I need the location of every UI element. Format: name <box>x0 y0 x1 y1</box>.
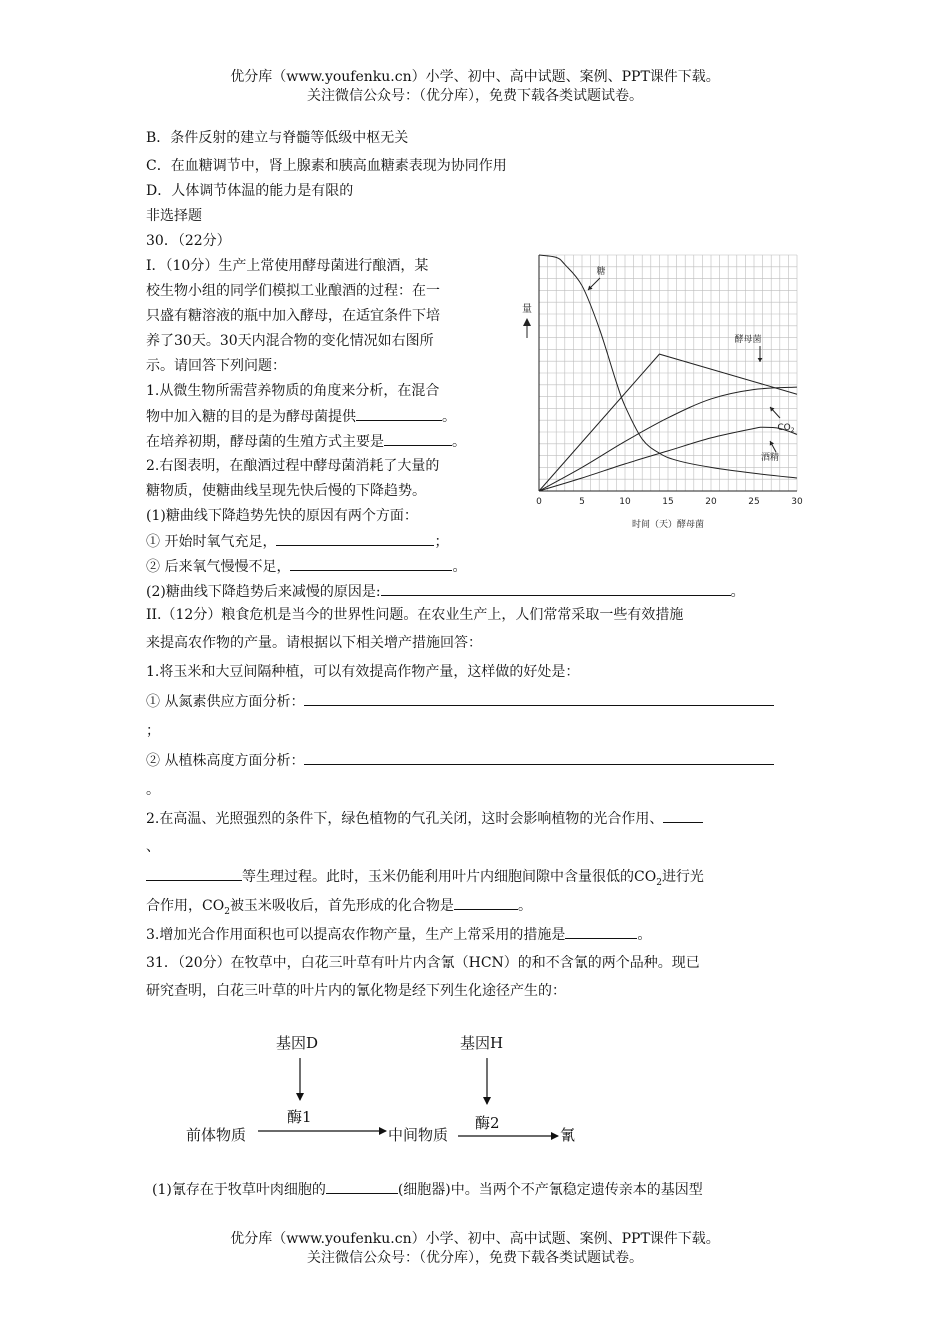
option-b: B．条件反射的建立与脊髓等低级中枢无关 <box>146 130 409 146</box>
q30-p2-q2-line3-text2: 被玉米吸收后，首先形成的化合物是 <box>229 898 454 914</box>
q30-p1-line3: 只盛有糖溶液的瓶中加入酵母，在适宜条件下培 <box>146 308 440 324</box>
q30-p2-q2-line1-text: 2.在高温、光照强烈的条件下，绿色植物的气孔关闭，这时会影响植物的光合作用、 <box>146 811 664 827</box>
q30-p2-q2-line2-end: 进行光 <box>661 869 704 885</box>
q30-q1-line2-text: 物中加入糖的目的是为酵母菌提供 <box>146 409 356 425</box>
x-tick-label: 15 <box>662 497 674 507</box>
q30-p2-q2-line3-text: 合作用，CO <box>146 898 225 914</box>
series-label-sugar: 糖 <box>596 267 606 277</box>
q31-sub1-text2: (细胞器)中。当两个不产氰稳定遗传亲本的基因型 <box>397 1182 703 1198</box>
q31-sub1 <box>152 1180 703 1199</box>
q30-q1-line1: 1.从微生物所需营养物质的角度来分析，在混合 <box>146 383 440 399</box>
q30-p2-q1a-text: ① 从氮素供应方面分析： <box>146 694 305 710</box>
q30-p2-q1a-end: ； <box>146 723 160 739</box>
series-label-co2: $CO_2$ <box>777 423 795 434</box>
q30-q2-line1: 2.右图表明，在酿酒过程中酵母菌消耗了大量的 <box>146 458 440 474</box>
q30-p2-q3-text: 3.增加光合作用面积也可以提高农作物产量，生产上常采用的措施是 <box>146 927 566 943</box>
q30-p2-q1b-end: 。 <box>146 782 160 798</box>
series-label-yeast: 酵母菌 <box>734 335 762 345</box>
q30-q2-sub1b-end: 。 <box>452 559 467 575</box>
precursor-label: 前体物质 <box>186 1126 247 1144</box>
q30-q2-sub2-text: (2)糖曲线下降趋势后来减慢的原因是: <box>146 584 381 600</box>
q30-q1-line3-end: 。 <box>452 434 466 450</box>
q30-q2-line2: 糖物质，使糖曲线呈现先快后慢的下降趋势。 <box>146 483 426 499</box>
q30-q1-line3-text: 在培养初期，酵母菌的生殖方式主要是 <box>146 434 384 450</box>
footer-line-1: 优分库（www.youfenku.cn）小学、初中、高中试题、案例、PPT课件下载。 <box>230 1231 720 1247</box>
co2-subscript: 2 <box>224 906 230 917</box>
x-tick-label: 5 <box>579 497 585 507</box>
product-label: 氰 <box>560 1126 576 1144</box>
answer-blank[interactable] <box>326 1180 398 1194</box>
q30-p1-line5: 示。请回答下列问题： <box>146 358 286 374</box>
q30-q2-sub1: (1)糖曲线下降趋势先快的原因有两个方面： <box>146 508 418 524</box>
footer-line-2: 关注微信公众号：（优分库），免费下载各类试题试卷。 <box>307 1250 643 1266</box>
x-tick-label: 30 <box>791 497 803 507</box>
q30-p2-q1: 1.将玉米和大豆间隔种植，可以有效提高作物产量，这样做的好处是： <box>146 664 580 680</box>
q30-p2-line1: II.（12分）粮食危机是当今的世界性问题。在农业生产上，人们常常采取一些有效措施 <box>146 607 684 623</box>
q31-line1: 31．（20分）在牧草中，白花三叶草有叶片内含氰（HCN）的和不含氰的两个品种。现已 <box>146 955 700 971</box>
gene-d-label: 基因D <box>276 1034 319 1052</box>
q30-p2-q2-line3-end: 。 <box>517 898 532 914</box>
q30-p2-q2-line1-end: 、 <box>146 839 160 855</box>
q31-sub1-text: (1)氰存在于牧草叶肉细胞的 <box>152 1182 326 1198</box>
option-d: D．人体调节体温的能力是有限的 <box>146 183 354 199</box>
q30-p2-line2: 来提高农作物的产量。请根据以下相关增产措施回答： <box>146 635 482 651</box>
section-title: 非选择题 <box>146 208 202 224</box>
header-line-1: 优分库（www.youfenku.cn）小学、初中、高中试题、案例、PPT课件下载。 <box>230 69 720 85</box>
q30-q2-sub1a-text: ① 开始时氧气充足， <box>146 534 277 550</box>
x-axis-label: 时间（天）酵母菌 <box>631 520 705 530</box>
q30-p1-line2: 校生物小组的同学们模拟工业酿酒的过程：在一 <box>146 283 440 299</box>
x-tick-label: 0 <box>536 497 542 507</box>
co2-subscript: 2 <box>656 877 662 888</box>
q31-line2: 研究查明，白花三叶草的叶片内的氰化物是经下列生化途径产生的： <box>146 983 566 999</box>
header-line-2: 关注微信公众号：（优分库），免费下载各类试题试卷。 <box>307 88 643 104</box>
y-axis-label: 量 <box>522 304 532 315</box>
q30-q2-sub1a-end: ； <box>434 534 449 550</box>
enzyme-2-label: 酶2 <box>475 1114 500 1132</box>
x-tick-label: 25 <box>748 497 760 507</box>
q30-q1-line2-end: 。 <box>442 409 456 425</box>
q30-title: 30．（22分） <box>146 233 231 249</box>
q30-p2-q2-line2-text: 等生理过程。此时，玉米仍能利用叶片内细胞间隙中含量很低的CO <box>242 869 657 885</box>
gene-h-label: 基因H <box>460 1034 504 1052</box>
q30-q2-sub2-end: 。 <box>730 584 745 600</box>
q30-p2-q3-end: 。 <box>637 927 652 943</box>
q30-p1-line1: I．（10分）生产上常使用酵母菌进行酿酒，某 <box>146 258 429 274</box>
option-c: C．在血糖调节中，肾上腺素和胰高血糖素表现为协同作用 <box>146 158 507 174</box>
x-tick-label: 20 <box>705 497 717 507</box>
intermediate-label: 中间物质 <box>388 1126 449 1144</box>
q30-p1-line4: 养了30天。30天内混合物的变化情况如右图所 <box>146 333 434 349</box>
x-tick-label: 10 <box>619 497 631 507</box>
q30-q2-sub1b-text: ② 后来氧气慢慢不足， <box>146 559 291 575</box>
q30-p2-q1b-text: ② 从植株高度方面分析： <box>146 753 305 769</box>
series-label-alcohol: 酒精 <box>760 453 780 463</box>
enzyme-1-label: 酶1 <box>287 1108 312 1126</box>
